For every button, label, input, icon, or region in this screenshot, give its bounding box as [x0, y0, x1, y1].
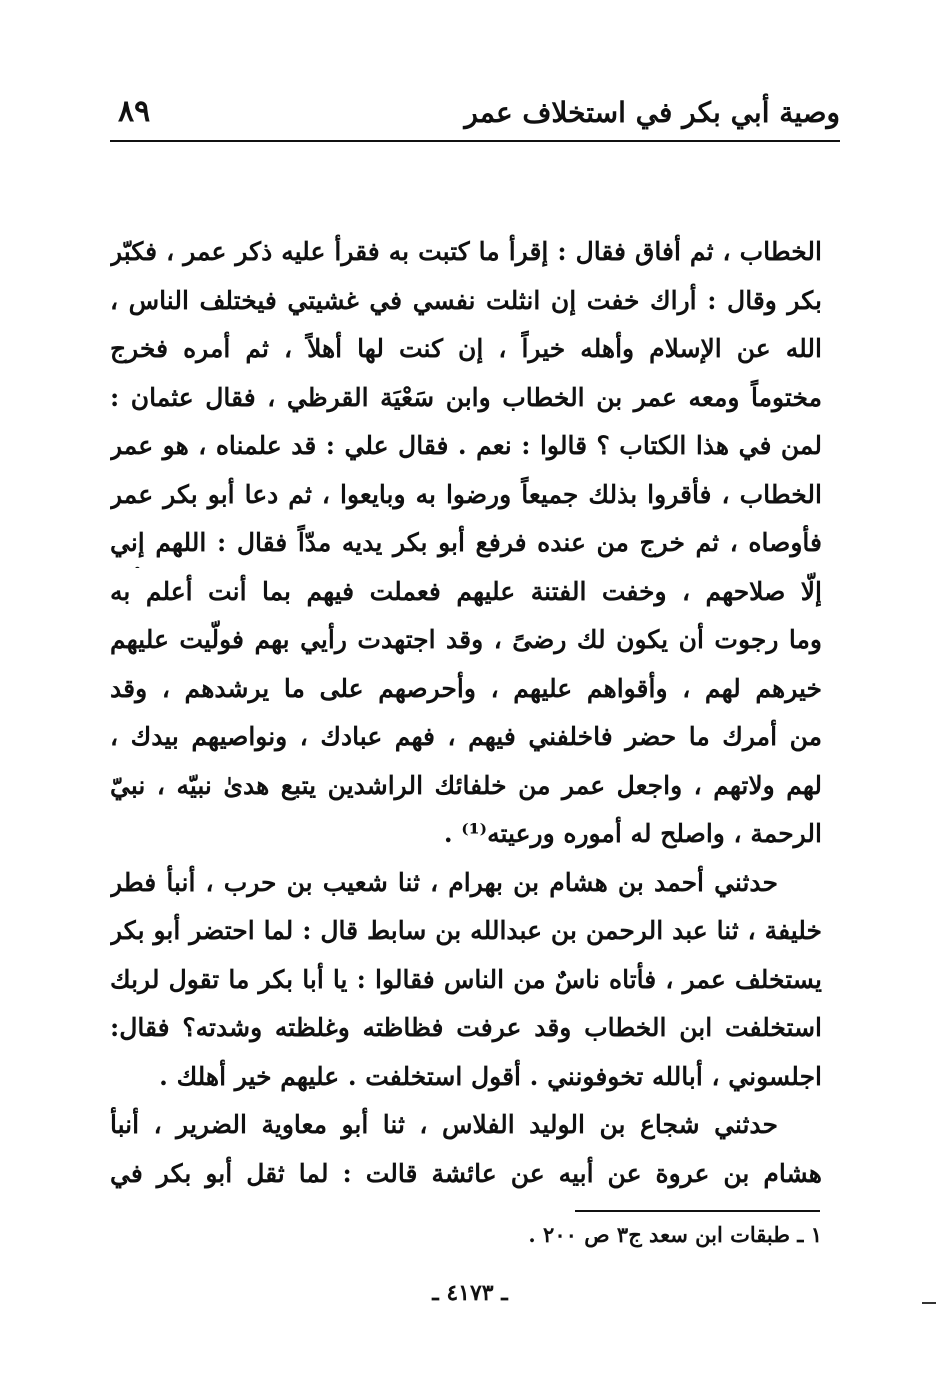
text-line: خيرهم لهم ، وأقواهم عليهم ، وأحرصهم على ما يرشدهم ، وقد: [110, 673, 822, 703]
text-line: وما رجوت أن يكون لك رضىً ، وقد اجتهدت رأيي بهم فولّيت عليهم: [110, 625, 822, 654]
text-line: اجلسوني ، أبالله تخوفونني . أقول استخلفت . عليهم خير أهلك .: [159, 1061, 822, 1091]
scan-mark: [922, 1302, 936, 1304]
text-line: فأوصاه ، ثم خرج من عنده فرفع أبو بكر يديه مدّاً فقال : اللهم إني: [110, 528, 822, 557]
paragraph-start-line: حدثني أحمد بن هشام بن بهرام ، ثنا شعيب بن حرب ، أنبأ فطر: [110, 867, 778, 897]
sheet-number: ـ ٤١٧٣ ـ: [432, 1280, 508, 1306]
running-title: وصية أبي بكر في استخلاف عمر: [464, 96, 840, 129]
header-rule: [110, 140, 840, 142]
text-line: هشام بن عروة عن أبيه عن عائشة قالت : لما ثقل أبو بكر في: [110, 1158, 822, 1188]
page-header: [110, 88, 840, 148]
page-number: ٨٩: [118, 94, 151, 129]
paragraph-start-line: حدثني شجاع بن الوليد الفلاس ، ثنا أبو معاوية الضرير ، أنبأ: [110, 1110, 778, 1139]
text-line: استخلفت ابن الخطاب وقد عرفت فظاظته وغلظته وشدته؟ فقال:: [110, 1013, 822, 1042]
footnote: ١ ـ طبقات ابن سعد ج٣ ص ٢٠٠ .: [528, 1222, 822, 1247]
text-line: الخطاب ، فأقروا بذلك جميعاً ورضوا به وبايعوا ، ثم دعا أبو بكر عمر: [110, 479, 822, 509]
text-line: من أمرك ما حضر فاخلفني فيهم ، فهم عبادك ، ونواصيهم بيدك ،: [110, 722, 822, 751]
text-line: إلّا صلاحهم ، وخفت الفتنة عليهم فعملت فيهم بما أنت أعلم به: [110, 576, 822, 606]
text-line: الخطاب ، ثم أفاق فقال : إقرأ ما كتبت به فقرأ عليه ذكر عمر ، فكبّر: [110, 237, 822, 266]
text-line: لمن في هذا الكتاب ؟ قالوا : نعم . فقال علي : قد علمناه ، هو عمر: [110, 431, 822, 460]
body-text: [110, 228, 822, 1198]
text-line: بكر وقال : أراك خفت إن انثلت نفسي في غشيتي فيختلف الناس ،: [110, 285, 822, 315]
text-line: خليفة ، ثنا عبد الرحمن بن عبدالله بن سابط قال : لما احتضر أبو بكر: [110, 916, 822, 945]
footnote-rule: [575, 1210, 820, 1212]
text-line: الرحمة ، واصلح له أموره ورعيته⁽¹⁾ .: [443, 819, 822, 848]
text-line: مختوماً ومعه عمر بن الخطاب وابن سَعْيَة القرظي ، فقال عثمان :: [110, 382, 822, 412]
text-line: يستخلف عمر ، فأتاه ناسٌ من الناس فقالوا : يا أبا بكر ما تقول لربك: [110, 964, 822, 994]
text-line: الله عن الإسلام وأهله خيراً ، إن كنت لها أهلاً ، ثم أمره فخرج: [110, 334, 822, 363]
text-line: لهم ولاتهم ، واجعل عمر من خلفائك الراشدين يتبع هدىٰ نبيّه ، نبيّ: [110, 770, 822, 800]
